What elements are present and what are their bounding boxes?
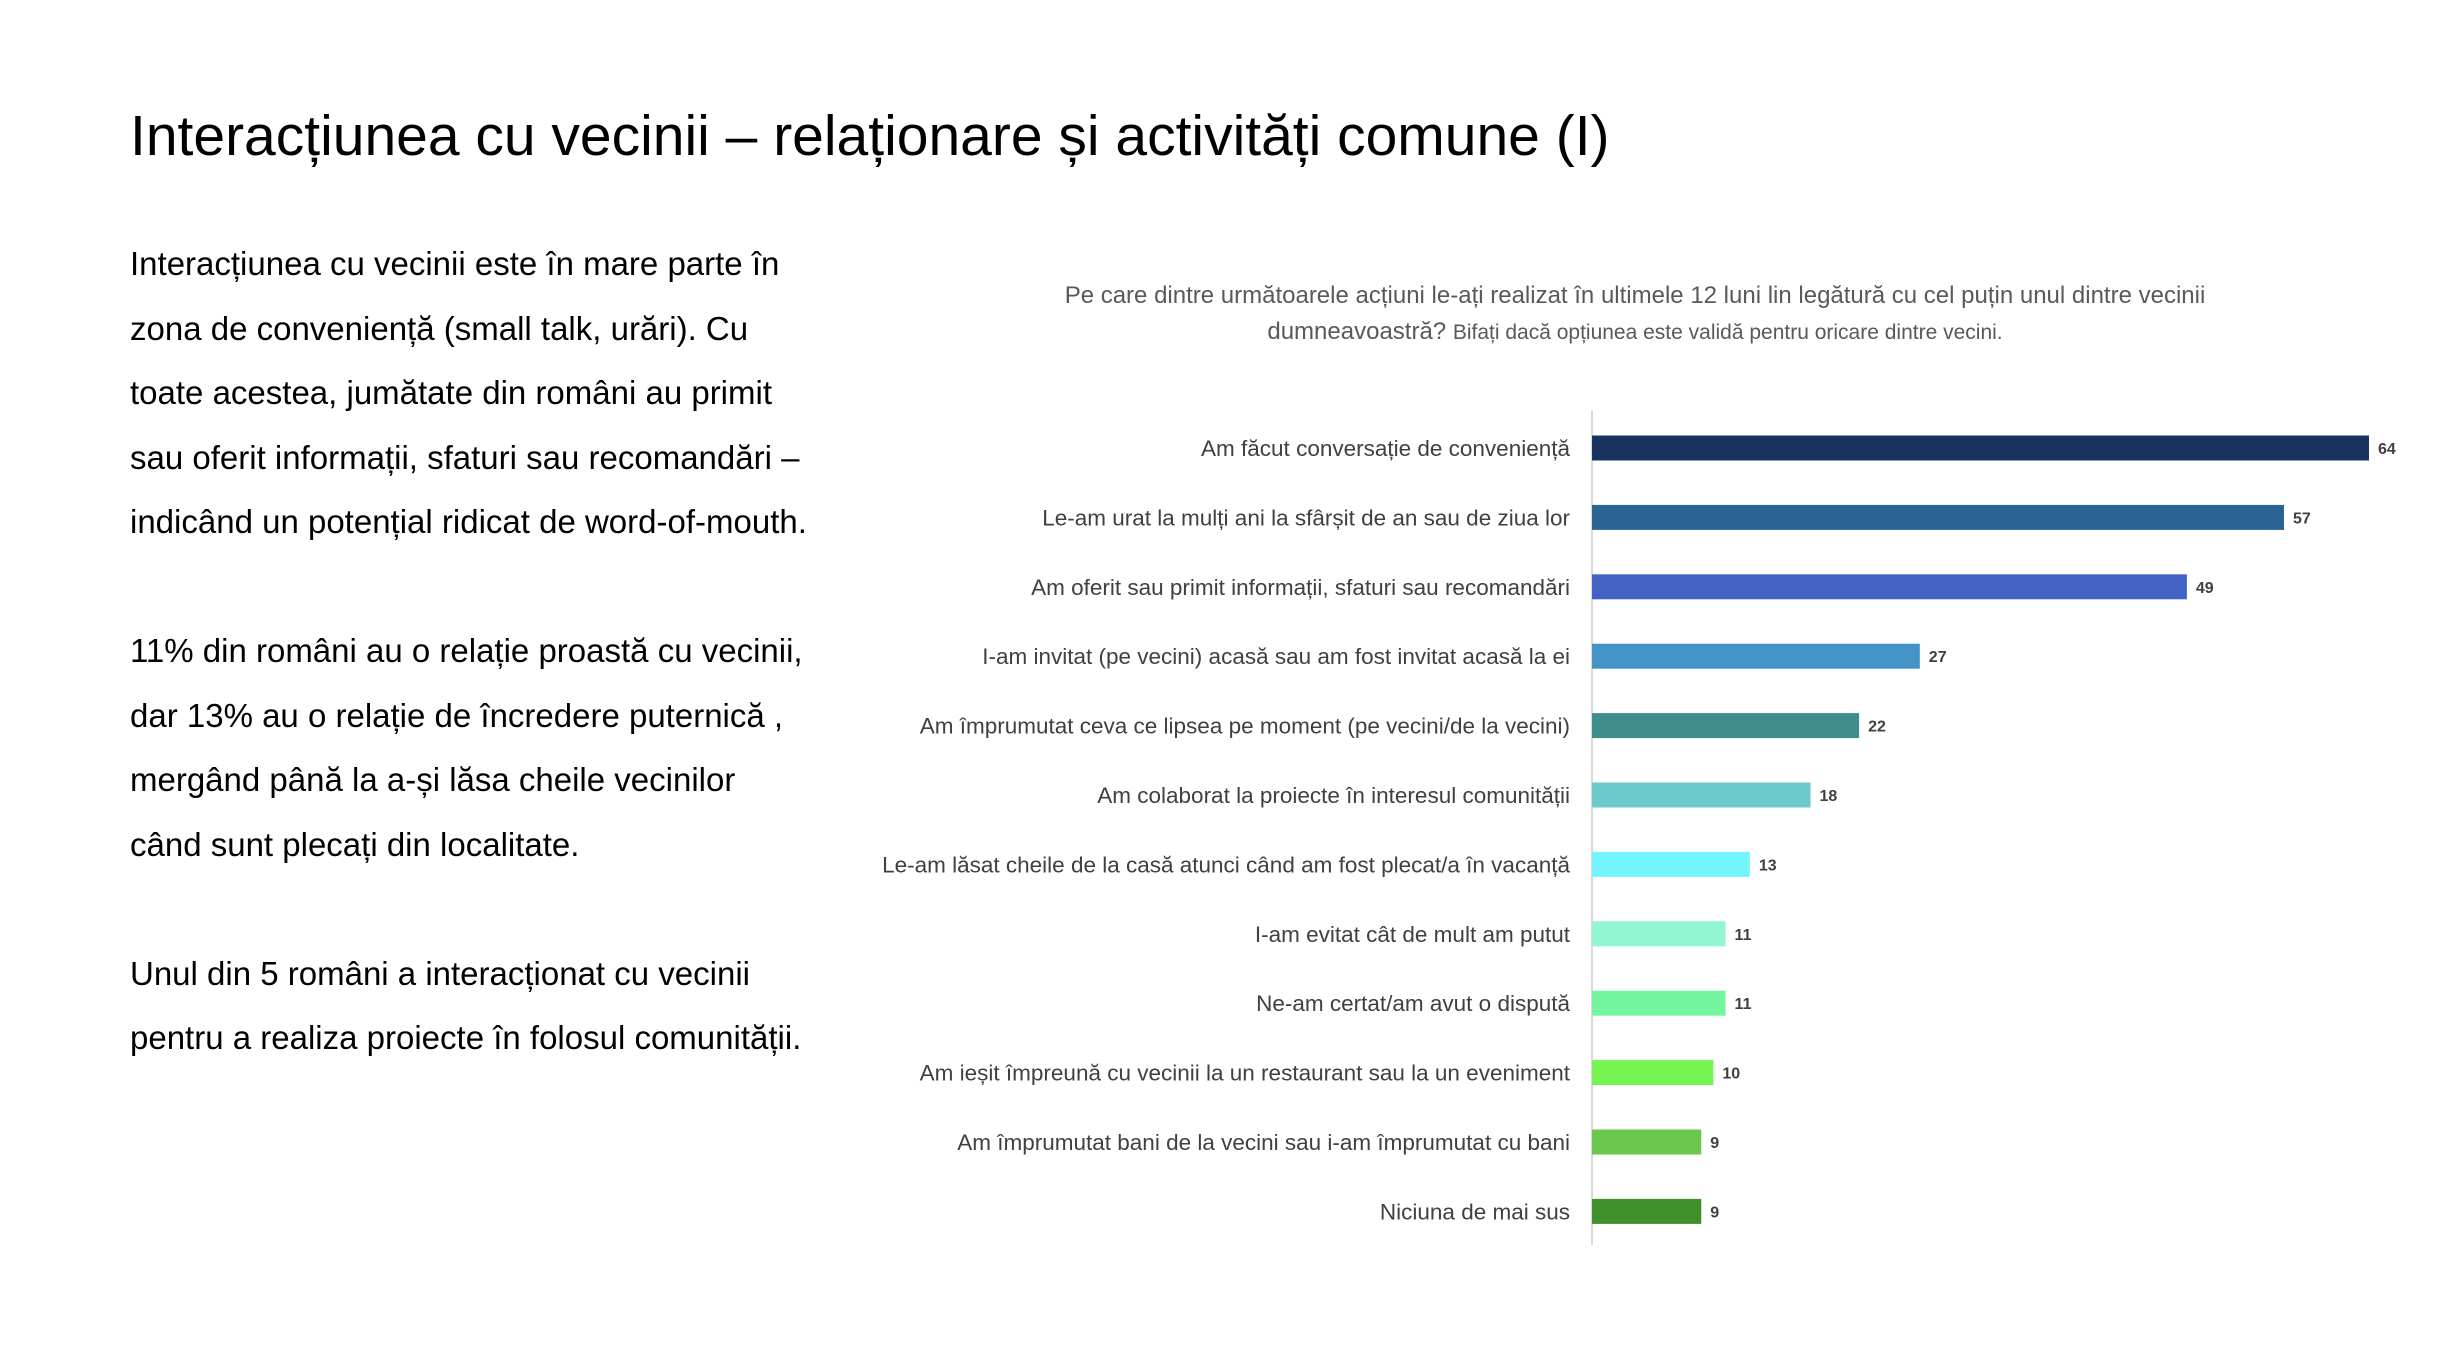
value-label-1: 57: [2293, 510, 2311, 528]
category-label-7: I-am evitat cât de mult am putut: [1254, 921, 1570, 947]
slide-title: Interacțiunea cu vecinii – relaționare și activități comune (I): [130, 104, 1610, 168]
value-label-0: 64: [2378, 441, 2396, 458]
category-label-8: Ne-am certat/am avut o dispută: [1256, 991, 1570, 1017]
category-label-10: Am împrumutat bani de la vecini sau i-am împrumutat cu bani: [957, 1130, 1570, 1155]
paragraph-relationship: 11% din români au o relație proastă cu vecinii, dar 13% au o relație de încredere puternică , mergând până la a-și lăsa cheile vecinilor când sunt plecați din localitate.: [130, 632, 803, 863]
bar-10: [1592, 1130, 1701, 1155]
category-label-0: Am făcut conversație de conveniență: [1201, 436, 1570, 461]
category-label-5: Am colaborat la proiecte în interesul comunității: [1097, 783, 1570, 808]
category-label-6: Le-am lăsat cheile de la casă atunci când am fost plecat/a în vacanță: [882, 852, 1570, 878]
paragraph-community: Unul din 5 români a interacționat cu vecinii pentru a realiza proiecte în folosul comunității.: [130, 954, 802, 1056]
category-label-9: Am ieșit împreună cu vecinii la un restaurant sau la un eveniment: [919, 1060, 1570, 1086]
bar-0: [1592, 436, 2369, 461]
category-label-1: Le-am urat la mulți ani la sfârșit de an sau de ziua lor: [1042, 505, 1570, 531]
bar-6: [1592, 852, 1750, 877]
bar-5: [1592, 783, 1811, 808]
bar-2: [1592, 574, 2187, 599]
value-label-4: 22: [1868, 718, 1886, 736]
value-label-7: 11: [1734, 926, 1752, 944]
value-label-5: 18: [1819, 788, 1838, 805]
category-label-11: Niciuna de mai sus: [1379, 1199, 1570, 1225]
value-label-11: 9: [1710, 1204, 1720, 1222]
value-label-9: 10: [1722, 1065, 1741, 1083]
paragraph-convenience: Interacțiunea cu vecinii este în mare parte în zona de conveniență (small talk, urări). Cu toate acestea, jumătate din români au primit sau oferit informații, sfaturi sau recomandări – indicând un potențial ridicat de word-of-mouth.: [130, 245, 807, 540]
bar-4: [1592, 713, 1859, 738]
category-label-4: Am împrumutat ceva ce lipsea pe moment (pe vecini/de la vecini): [919, 713, 1570, 739]
category-label-2: Am oferit sau primit informații, sfaturi sau recomandări: [1031, 574, 1570, 600]
value-label-6: 13: [1758, 857, 1777, 875]
bars-group: [882, 410, 2396, 1245]
bar-8: [1592, 991, 1726, 1016]
bar-11: [1592, 1199, 1701, 1224]
value-label-3: 27: [1928, 649, 1947, 667]
bar-7: [1592, 921, 1726, 946]
bar-3: [1592, 644, 1920, 669]
value-label-8: 11: [1734, 996, 1752, 1014]
value-label-2: 49: [2195, 579, 2214, 597]
bar-1: [1592, 505, 2284, 530]
category-label-3: I-am invitat (pe vecini) acasă sau am fost invitat acasă la ei: [982, 644, 1570, 670]
value-label-10: 9: [1710, 1135, 1720, 1152]
bar-9: [1592, 1060, 1713, 1085]
chart-title: Pe care dintre următoarele acțiuni le-ați realizat în ultimele 12 luni lin legătură cu cel puțin unul dintre vecinii dumneavoastră?: [1064, 282, 2206, 345]
chart-subtitle: Bifați dacă opțiunea este validă pentru oricare dintre vecini.: [1452, 321, 2003, 344]
